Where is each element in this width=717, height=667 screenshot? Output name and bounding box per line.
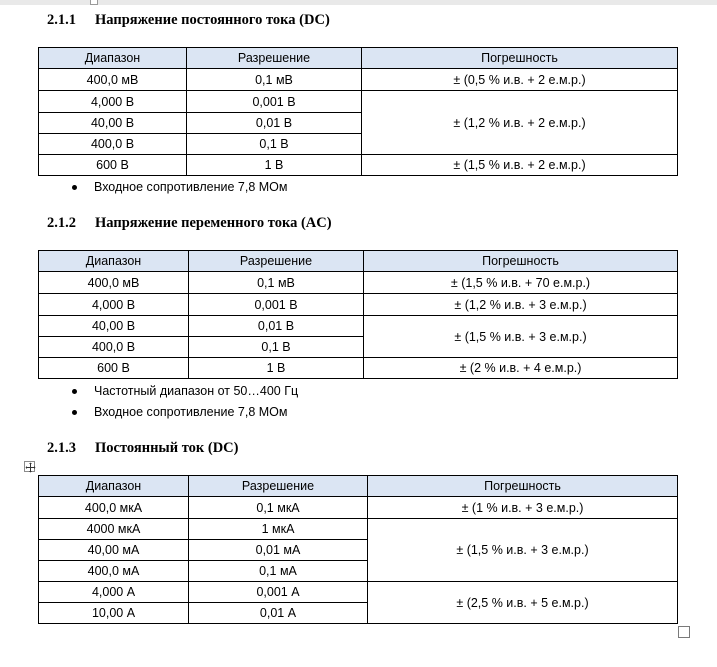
cell-accuracy: ± (1,5 % и.в. + 2 е.м.р.) xyxy=(362,155,678,176)
table-row xyxy=(39,497,678,519)
table-row xyxy=(39,519,678,540)
cell-resolution: 1 мкА xyxy=(189,519,368,540)
cell-accuracy: ± (1,5 % и.в. + 3 е.м.р.) xyxy=(364,316,678,358)
cell-range: 10,00 А xyxy=(39,603,189,624)
cell-resolution: 0,01 В xyxy=(187,113,362,134)
cell-range: 400,0 мВ xyxy=(39,272,189,294)
table-header-row xyxy=(39,48,678,69)
col-header-resolution: Разрешение xyxy=(189,251,364,272)
cell-range: 400,0 мВ xyxy=(39,69,187,91)
heading-dc-current xyxy=(47,440,239,457)
cell-range: 40,00 мА xyxy=(39,540,189,561)
table-row xyxy=(39,91,678,113)
cell-resolution: 0,001 В xyxy=(187,91,362,113)
heading-number: 2.1.2 xyxy=(47,215,76,231)
table-dc-voltage xyxy=(38,47,678,176)
cell-resolution: 0,1 мкА xyxy=(189,497,368,519)
heading-number: 2.1.3 xyxy=(47,440,76,456)
col-header-accuracy: Погрешность xyxy=(364,251,678,272)
cell-range: 4,000 В xyxy=(39,91,187,113)
col-header-range: Диапазон xyxy=(39,476,189,497)
cell-accuracy: ± (0,5 % и.в. + 2 е.м.р.) xyxy=(362,69,678,91)
cell-range: 40,00 В xyxy=(39,316,189,337)
table-header-row xyxy=(39,251,678,272)
col-header-range: Диапазон xyxy=(39,48,187,69)
table-row xyxy=(39,69,678,91)
cell-range: 400,0 мА xyxy=(39,561,189,582)
heading-dc-voltage xyxy=(47,12,330,29)
heading-title: Постоянный ток (DC) xyxy=(95,440,239,456)
col-header-range: Диапазон xyxy=(39,251,189,272)
table-row xyxy=(39,316,678,337)
cell-resolution: 0,1 мВ xyxy=(187,69,362,91)
table-header-row xyxy=(39,476,678,497)
cell-resolution: 0,01 А xyxy=(189,603,368,624)
cell-range: 400,0 мкА xyxy=(39,497,189,519)
cell-range: 40,00 В xyxy=(39,113,187,134)
cell-range: 4,000 В xyxy=(39,294,189,316)
cell-range: 600 В xyxy=(39,358,189,379)
ruler-marker xyxy=(90,0,98,5)
cell-resolution: 0,001 В xyxy=(189,294,364,316)
move-arrows-icon[interactable] xyxy=(24,461,35,472)
table-dc-current xyxy=(38,475,678,624)
cell-accuracy: ± (2 % и.в. + 4 е.м.р.) xyxy=(364,358,678,379)
list-item: Входное сопротивление 7,8 МОм xyxy=(70,402,298,423)
cell-accuracy: ± (2,5 % и.в. + 5 е.м.р.) xyxy=(368,582,678,624)
cell-resolution: 0,1 мА xyxy=(189,561,368,582)
cell-resolution: 0,01 мА xyxy=(189,540,368,561)
cell-range: 4000 мкА xyxy=(39,519,189,540)
cell-resolution: 0,1 мВ xyxy=(189,272,364,294)
cell-resolution: 1 В xyxy=(189,358,364,379)
heading-title: Напряжение переменного тока (AC) xyxy=(95,215,332,231)
cell-range: 400,0 В xyxy=(39,337,189,358)
table-row xyxy=(39,294,678,316)
cell-resolution: 0,001 А xyxy=(189,582,368,603)
cell-resolution: 0,1 В xyxy=(189,337,364,358)
heading-ac-voltage xyxy=(47,215,332,232)
ruler-strip xyxy=(0,0,717,5)
notes-list xyxy=(70,177,288,198)
cell-accuracy: ± (1,2 % и.в. + 2 е.м.р.) xyxy=(362,91,678,155)
cell-resolution: 0,1 В xyxy=(187,134,362,155)
cell-resolution: 0,01 В xyxy=(189,316,364,337)
table-row xyxy=(39,358,678,379)
table-ac-voltage xyxy=(38,250,678,379)
col-header-resolution: Разрешение xyxy=(187,48,362,69)
list-item: Входное сопротивление 7,8 МОм xyxy=(70,177,288,198)
cell-accuracy: ± (1 % и.в. + 3 е.м.р.) xyxy=(368,497,678,519)
table-row xyxy=(39,272,678,294)
cell-resolution: 1 В xyxy=(187,155,362,176)
table-row xyxy=(39,155,678,176)
table-row xyxy=(39,582,678,603)
cell-accuracy: ± (1,5 % и.в. + 70 е.м.р.) xyxy=(364,272,678,294)
cell-range: 4,000 А xyxy=(39,582,189,603)
cell-range: 600 В xyxy=(39,155,187,176)
col-header-accuracy: Погрешность xyxy=(362,48,678,69)
heading-title: Напряжение постоянного тока (DC) xyxy=(95,12,330,28)
notes-list xyxy=(70,381,298,423)
resize-square-icon[interactable] xyxy=(678,626,690,638)
col-header-accuracy: Погрешность xyxy=(368,476,678,497)
cell-range: 400,0 В xyxy=(39,134,187,155)
cell-accuracy: ± (1,2 % и.в. + 3 е.м.р.) xyxy=(364,294,678,316)
cell-accuracy: ± (1,5 % и.в. + 3 е.м.р.) xyxy=(368,519,678,582)
heading-number: 2.1.1 xyxy=(47,12,76,28)
col-header-resolution: Разрешение xyxy=(189,476,368,497)
list-item: Частотный диапазон от 50…400 Гц xyxy=(70,381,298,402)
